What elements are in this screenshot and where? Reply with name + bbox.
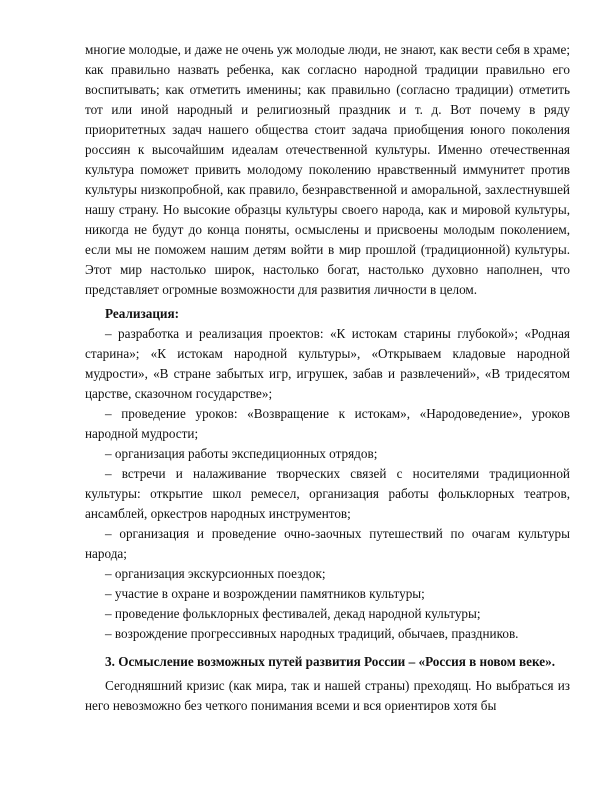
list-item: – организация работы экспедиционных отрядов;: [105, 446, 378, 461]
list-item: – встречи и налаживание творческих связей с носителями традиционной культуры: открытие школ ремесел, организация работы фольклорных театров, ансамблей, оркестров народных инструментов;: [85, 466, 570, 521]
section3-heading: 3. Осмысление возможных путей развития России – «Россия в новом веке».: [105, 654, 556, 669]
intro-paragraph: многие молодые, и даже не очень уж молодые люди, не знают, как вести себя в храме; как правильно назвать ребенка, как согласно народной традиции правильно его воспитывать; как отметить именины; как правильно (согласно традиции) отметить тот или иной народный и религиозный праздник и т. д. Вот почему в ряду приоритетных задач нашего общества стоит задача приобщения юного поколения россиян к высочайшим идеалам отечественной культуры. Именно отечественная культура поможет привить молодому поколению нравственный иммунитет против культуры низкопробной, как правило, безнравственной и аморальной, захлестнувшей нашу страну. Но высокие образцы культуры своего народа, как и мировой культуры, никогда не будут до конца поняты, осмыслены и присвоены молодым поколением, если мы не поможем нашим детям войти в мир прошлой (традиционной) культуры. Этот мир настолько широк, настолько богат, настолько духовно наполнен, что представляет огромные возможности для развития личности в целом.: [85, 42, 570, 297]
implementation-heading: Реализация:: [105, 306, 180, 321]
list-item: – проведение фольклорных фестивалей, декад народной культуры;: [105, 606, 481, 621]
section3-paragraph: Сегодняшний кризис (как мира, так и нашей страны) преходящ. Но выбраться из него невозможно без четкого понимания всеми и вся ориентиров хотя бы: [85, 678, 570, 713]
list-item: – возрождение прогрессивных народных традиций, обычаев, праздников.: [105, 626, 519, 641]
list-item: – участие в охране и возрождении памятников культуры;: [105, 586, 425, 601]
list-item: – разработка и реализация проектов: «К истокам старины глубокой»; «Родная старина»; «К истокам народной культуры», «Открываем кладовые народной мудрости», «В стране забытых игр, игрушек, забав и развлечений», «В тридесятом царстве, сказочном государстве»;: [85, 326, 570, 401]
list-item: – проведение уроков: «Возвращение к истокам», «Народоведение», уроков народной мудрости;: [85, 406, 570, 441]
document-page: [85, 40, 570, 716]
list-item: – организация и проведение очно-заочных путешествий по очагам культуры народа;: [85, 526, 570, 561]
implementation-list: [85, 324, 570, 644]
list-item: – организация экскурсионных поездок;: [105, 566, 326, 581]
